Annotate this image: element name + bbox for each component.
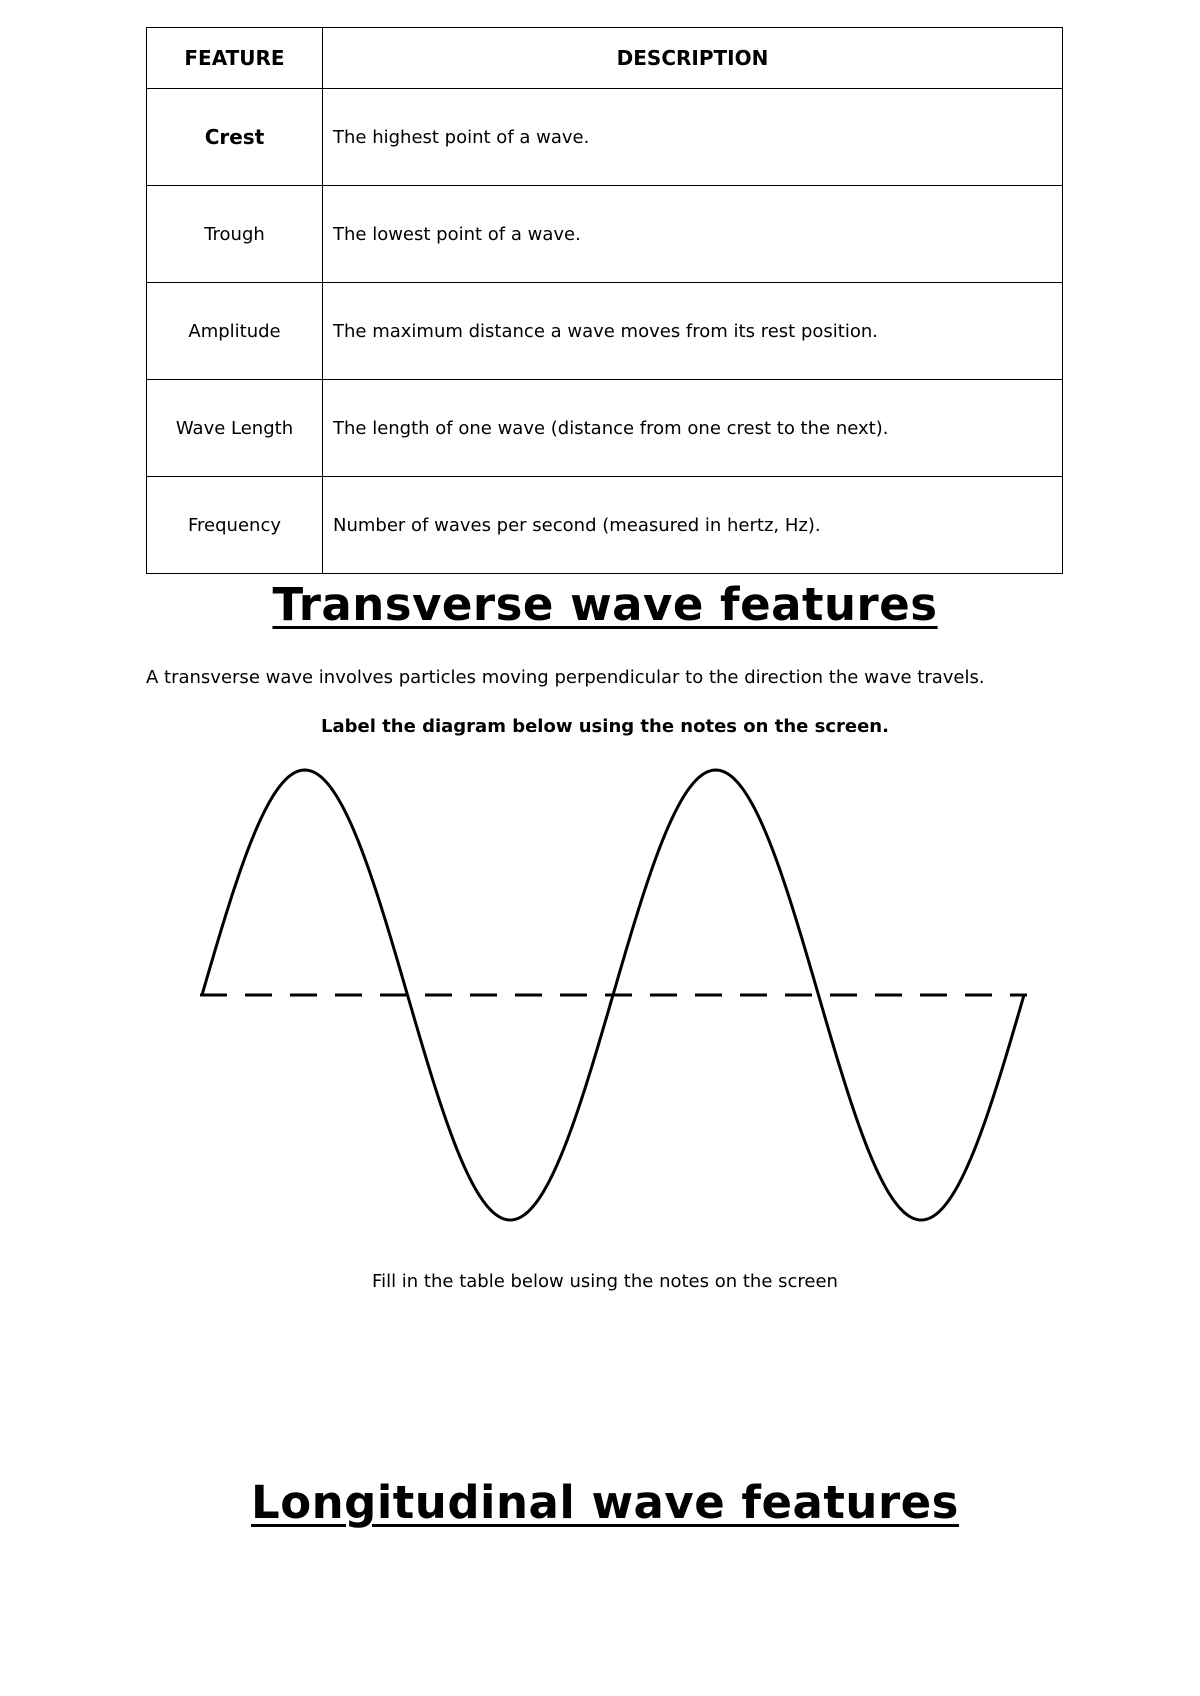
longitudinal-title: Longitudinal wave features — [251, 1476, 959, 1529]
table-header-row — [147, 28, 1063, 89]
table-row — [147, 186, 1063, 283]
feature-cell: Frequency — [147, 477, 323, 574]
feature-cell: Amplitude — [147, 283, 323, 380]
transverse-title: Transverse wave features — [272, 578, 938, 631]
header-description: DESCRIPTION — [323, 28, 1063, 89]
wave-curve — [202, 770, 1024, 1220]
feature-cell: Wave Length — [147, 380, 323, 477]
description-cell: The length of one wave (distance from one crest to the next). — [323, 380, 1063, 477]
table-row — [147, 89, 1063, 186]
feature-cell: Trough — [147, 186, 323, 283]
table-row — [147, 477, 1063, 574]
feature-cell: Crest — [147, 89, 323, 186]
table-row — [147, 283, 1063, 380]
features-table — [146, 27, 1063, 574]
description-cell: Number of waves per second (measured in hertz, Hz). — [323, 477, 1063, 574]
description-cell: The highest point of a wave. — [323, 89, 1063, 186]
transverse-paragraph: A transverse wave involves particles moving perpendicular to the direction the wave travels. — [146, 667, 985, 688]
description-cell: The lowest point of a wave. — [323, 186, 1063, 283]
table-row — [147, 380, 1063, 477]
fill-table-note: Fill in the table below using the notes on the screen — [372, 1271, 838, 1292]
diagram-instruction: Label the diagram below using the notes on the screen. — [321, 716, 889, 737]
header-feature: FEATURE — [147, 28, 323, 89]
description-cell: The maximum distance a wave moves from its rest position. — [323, 283, 1063, 380]
